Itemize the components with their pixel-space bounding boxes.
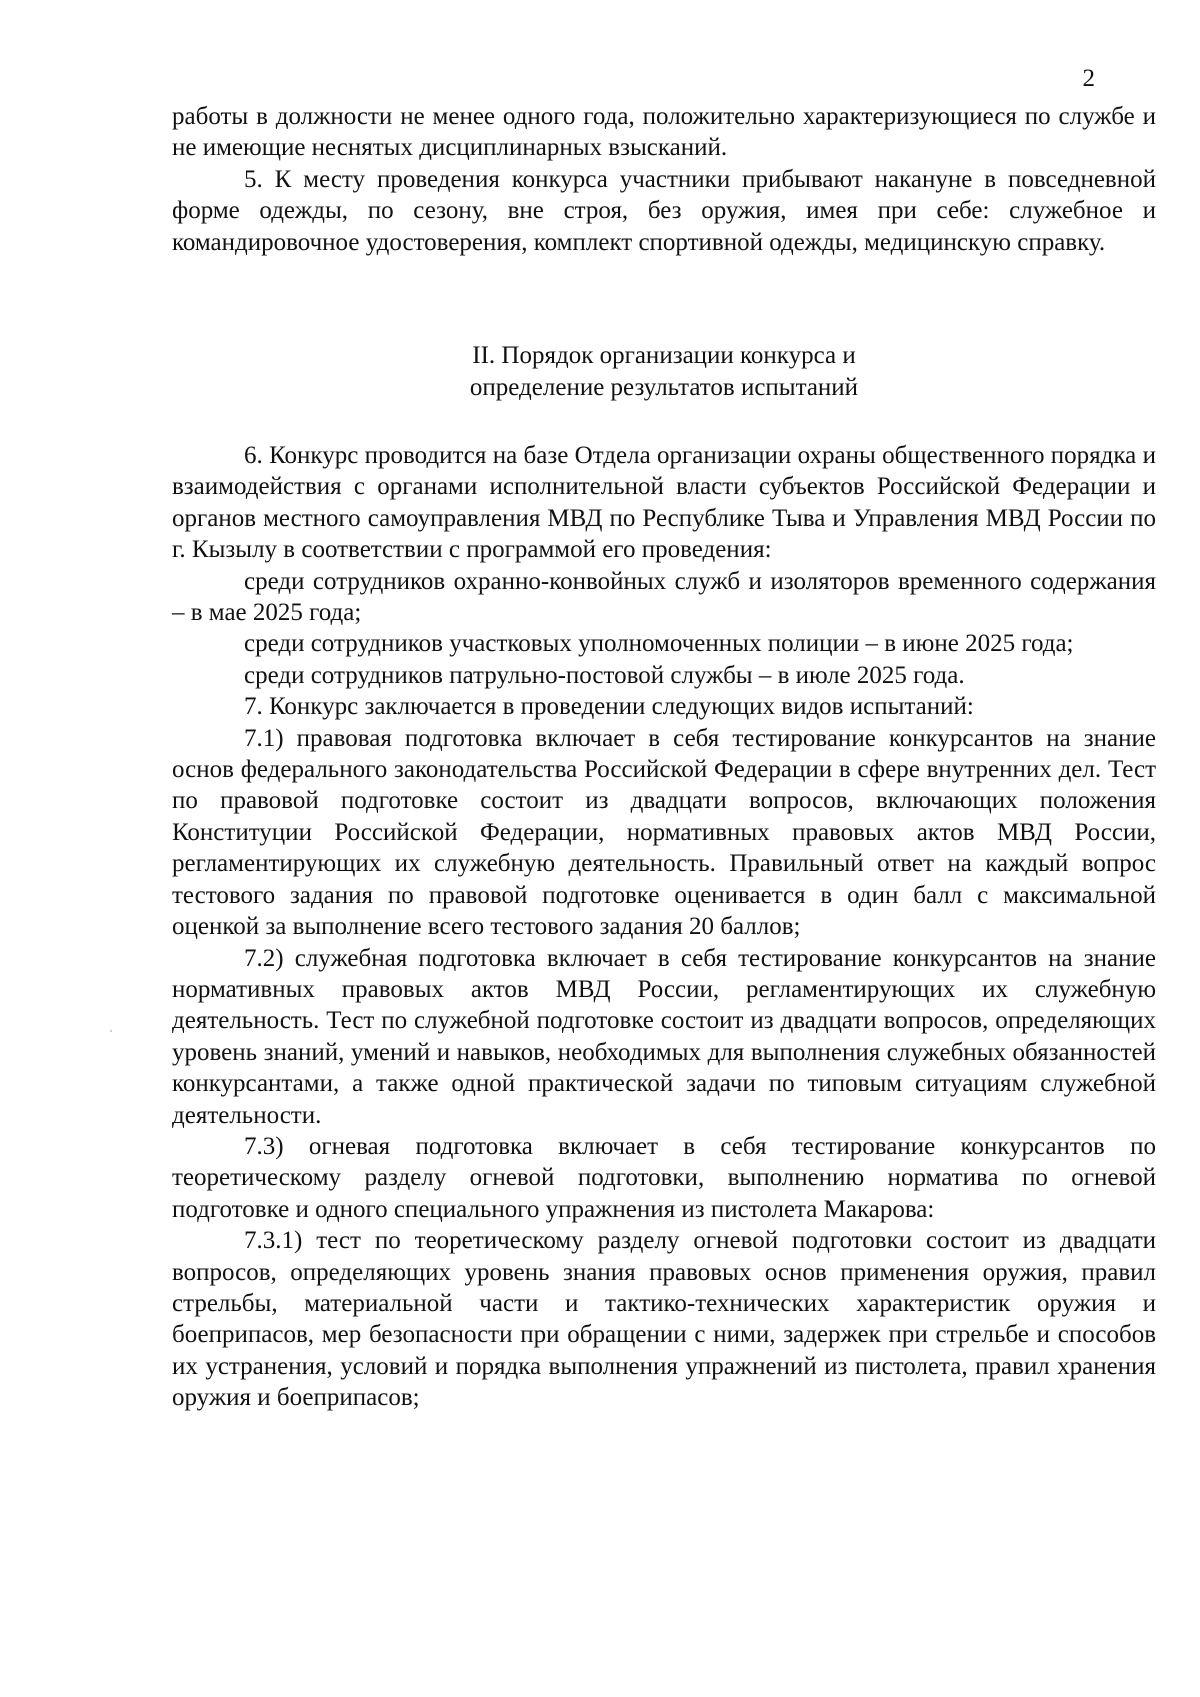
top-text-block [172, 101, 1156, 258]
body-text-block [172, 440, 1156, 1414]
section-heading [172, 340, 1156, 404]
paragraph-item-7-2: 7.2) служебная подготовка включает в себя тестирование конкурсантов на знание нормативных правовых актов МВД России, регламентирующих их служебную деятельность. Тест по служебной подготовке состоит из двадцати вопросов, определяющих уровень знаний, умений и навыков, необходимых для выполнения служебных обязанностей конкурсантами, а также одной практической задачи по типовым ситуациям служебной деятельности. [172, 944, 1156, 1129]
paragraph-item-7-3-1: 7.3.1) тест по теоретическому разделу огневой подготовки состоит из двадцати вопросов, определяющих уровень знания правовых основ применения оружия, правил стрельбы, материальной части и тактико-технических характеристик оружия и боеприпасов, мер безопасности при обращении с ними, задержек при стрельбе и способов их устранения, условий и порядка выполнения упражнений из пистолета, правил хранения оружия и боеприпасов; [172, 1227, 1156, 1412]
paragraph-item-5: 5. К месту проведения конкурса участники прибывают накануне в повседневной форме одежды, по сезону, вне строя, без оружия, имея при себе: служебное и командировочное удостоверения, комплект спортивной одежды, медицинскую справку. [172, 165, 1156, 256]
paragraph-schedule-july: среди сотрудников патрульно-постовой службы – в июле 2025 года. [244, 661, 965, 689]
paragraph-schedule-june: среди сотрудников участковых уполномоченных полиции – в июне 2025 года; [244, 630, 1074, 658]
paragraph-item-7-3: 7.3) огневая подготовка включает в себя тестирование конкурсантов по теоретическому разделу огневой подготовки, выполнению норматива по огневой подготовке и одного специального упражнения из пистолета Макарова: [172, 1132, 1156, 1223]
scan-speck [110, 1030, 112, 1032]
paragraph-schedule-may: среди сотрудников охранно-конвойных служб и изоляторов временного содержания – в мае 2025 года; [172, 567, 1156, 627]
paragraph-item-6: 6. Конкурс проводится на базе Отдела организации охраны общественного порядка и взаимодействия с органами исполнительной власти субъектов Российской Федерации и органов местного самоуправления МВД по Республике Тыва и Управления МВД России по г. Кызылу в соответствии с программой его проведения: [172, 442, 1156, 564]
page-number: 2 [1082, 65, 1095, 92]
section-heading-line-2: определение результатов испытаний [469, 374, 859, 401]
section-heading-line-1: II. Порядок организации конкурса и [472, 342, 856, 369]
paragraph-item-7-1: 7.1) правовая подготовка включает в себя тестирование конкурсантов на знание основ федерального законодательства Российской Федерации в сфере внутренних дел. Тест по правовой подготовке состоит из двадцати вопросов, включающих положения Конституции Российской Федерации, нормативных правовых актов МВД России, регламентирующих их служебную деятельность. Правильный ответ на каждый вопрос тестового задания по правовой подготовке оценивается в один балл с максимальной оценкой за выполнение всего тестового задания 20 баллов; [172, 724, 1156, 941]
paragraph-continuation: работы в должности не менее одного года, положительно характеризующиеся по службе и не имеющие неснятых дисциплинарных взысканий. [172, 103, 1156, 162]
paragraph-item-7: 7. Конкурс заключается в проведении следующих видов испытаний: [244, 693, 974, 721]
